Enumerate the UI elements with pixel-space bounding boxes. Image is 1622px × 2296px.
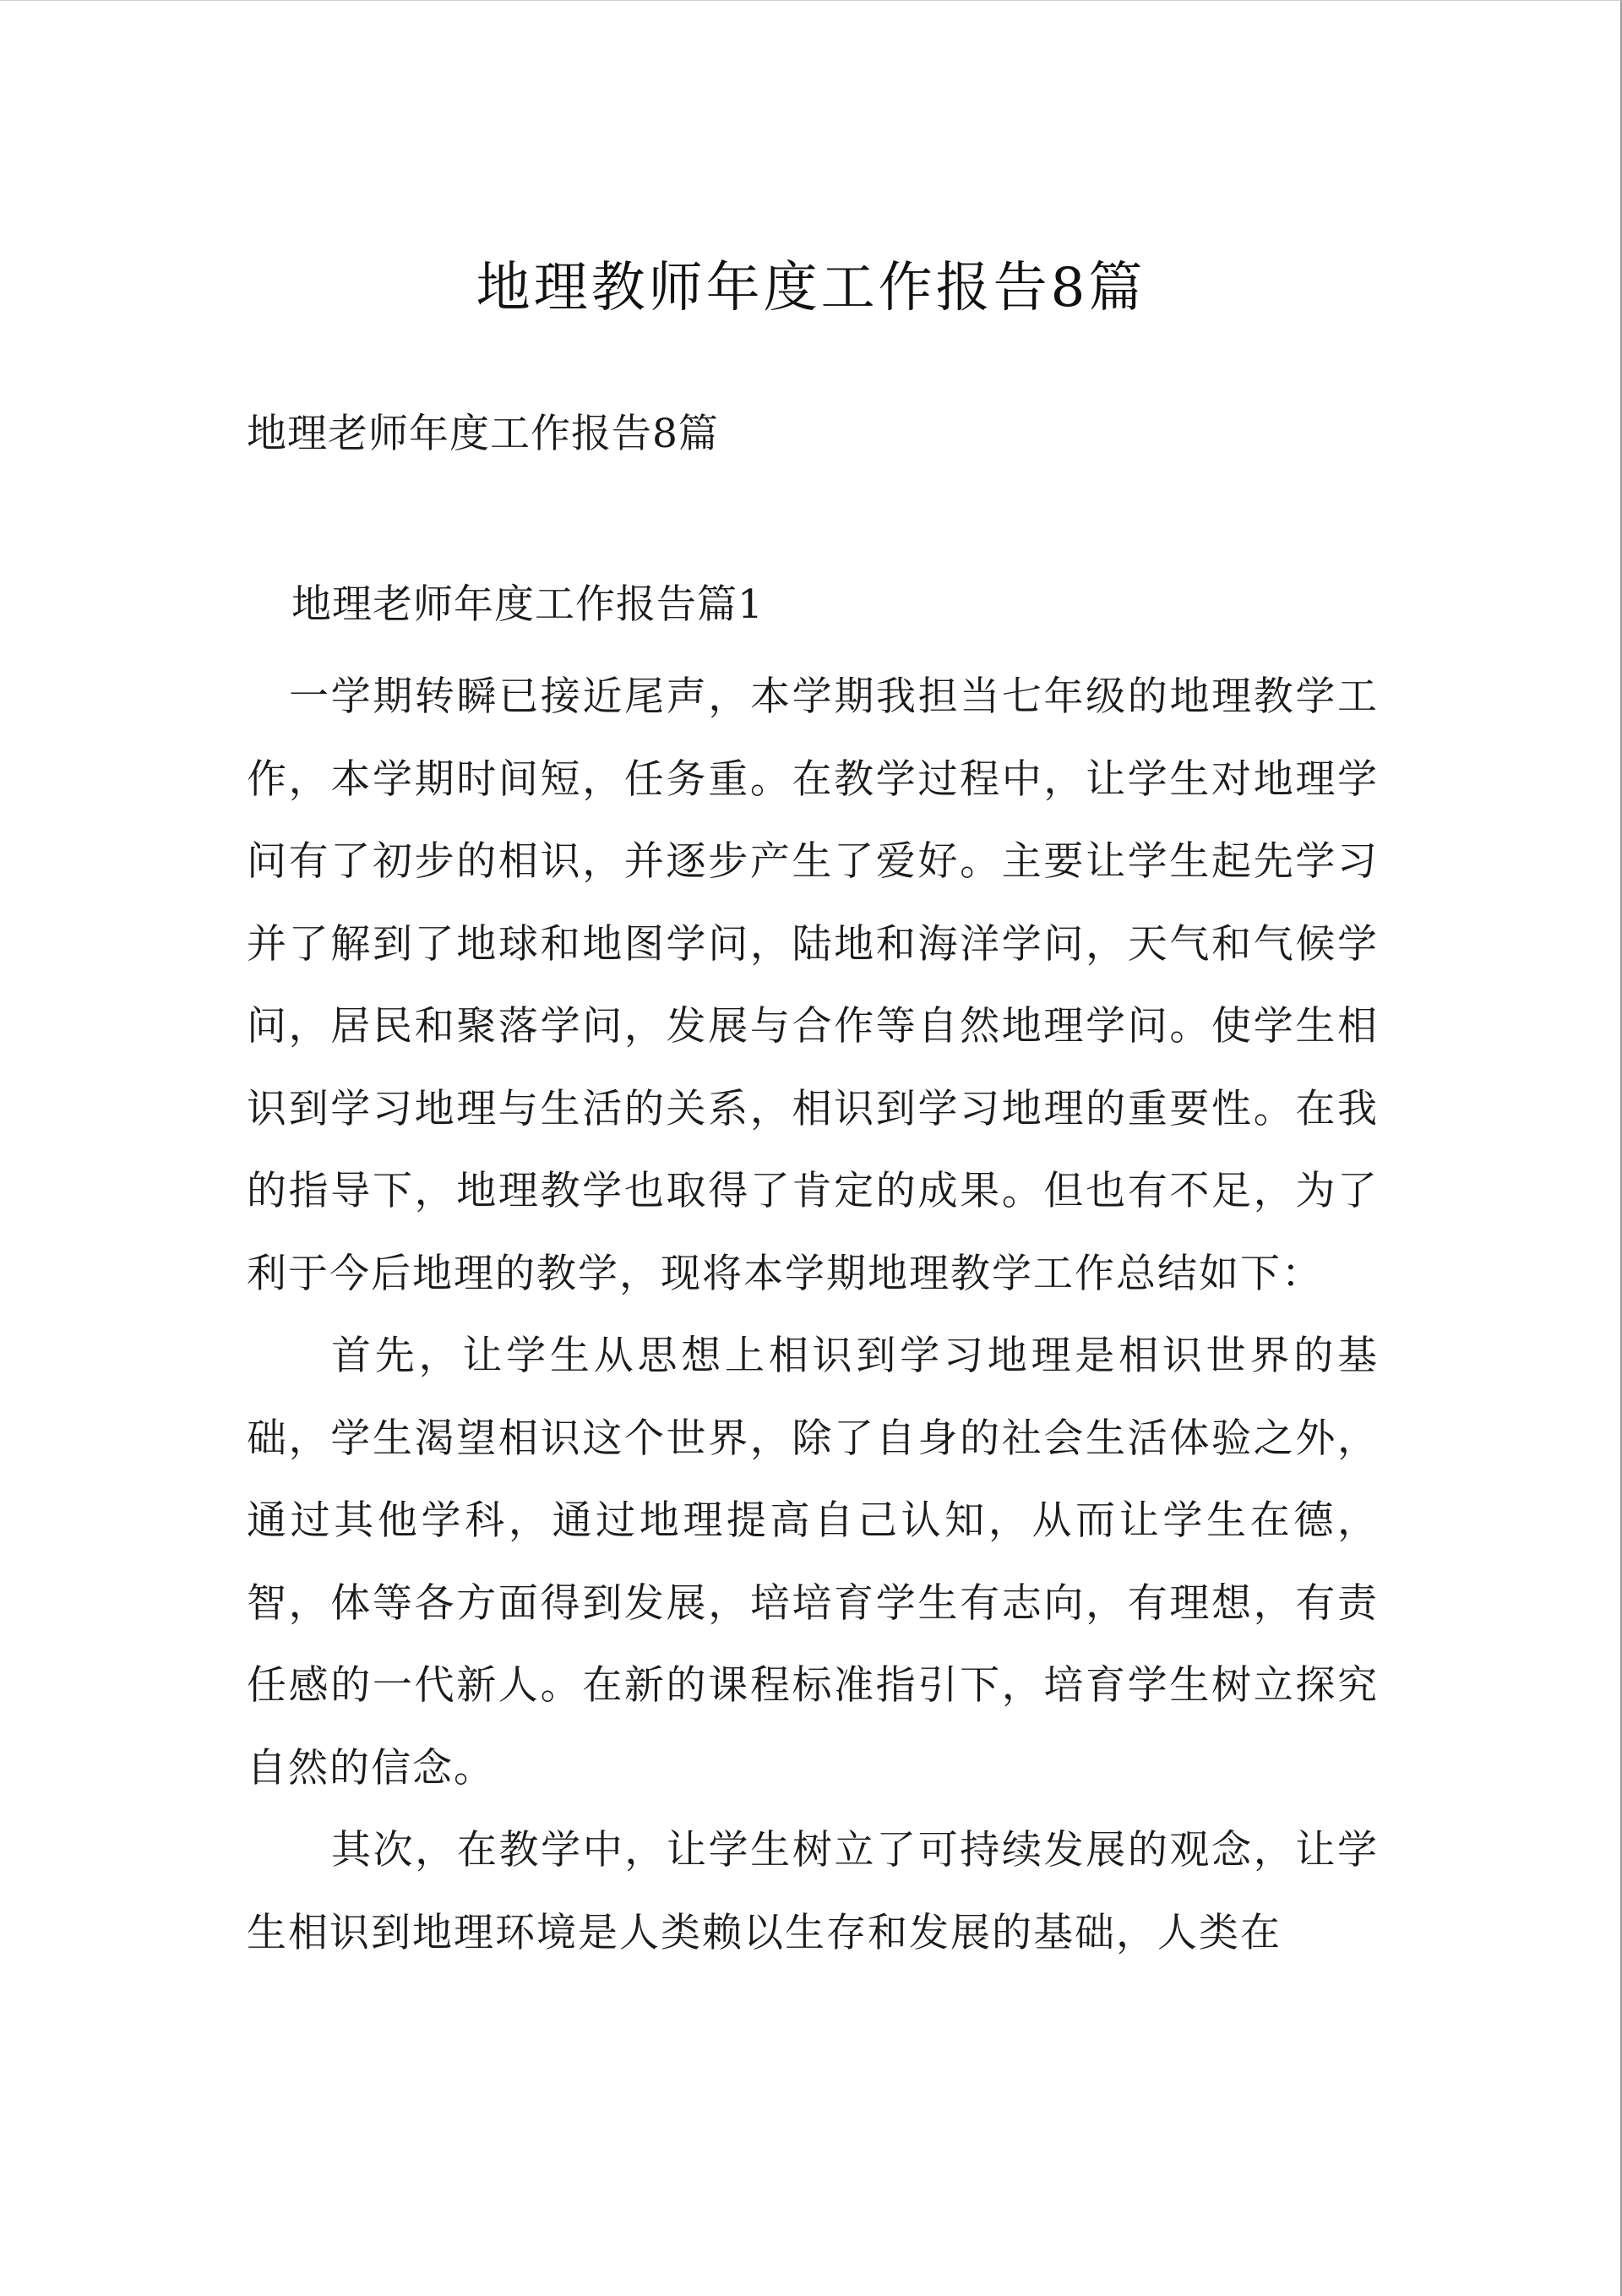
section-heading: 地理老师年度工作报告篇1 xyxy=(291,581,764,628)
body-text xyxy=(247,656,1379,1974)
document-title: 地理教师年度工作报告8篇 xyxy=(476,257,1146,319)
paragraph-1: 一学期转瞬已接近尾声，本学期我担当七年级的地理教学工作，本学期时间短，任务重。在教学过程中，让学生对地理学问有了初步的相识，并逐步产生了爱好。主要让学生起先学习并了解到了地球和地图学问，陆地和海洋学问，天气和气候学问，居民和聚落学问，发展与合作等自然地理学问。使学生相识到学习地理与生活的关系，相识到学习地理的重要性。在我的指导下，地理教学也取得了肯定的成果。但也有不足，为了利于今后地理的教学，现将本学期地理教学工作总结如下： xyxy=(247,674,1379,1297)
document-subtitle: 地理老师年度工作报告8篇 xyxy=(247,411,719,457)
paragraph-2: 首先，让学生从思想上相识到学习地理是相识世界的基础，学生渴望相识这个世界，除了自身的社会生活体验之外，通过其他学科，通过地理提高自己认知，从而让学生在德，智，体等各方面得到发展，培培育学生有志向，有理想，有责任感的一代新人。在新的课程标准指引下，培育学生树立探究自然的信念。 xyxy=(247,1333,1379,1792)
paragraph-3: 其次，在教学中，让学生树立了可持续发展的观念，让学生相识到地理环境是人类赖以生存和发展的基础，人类在 xyxy=(247,1827,1379,1956)
